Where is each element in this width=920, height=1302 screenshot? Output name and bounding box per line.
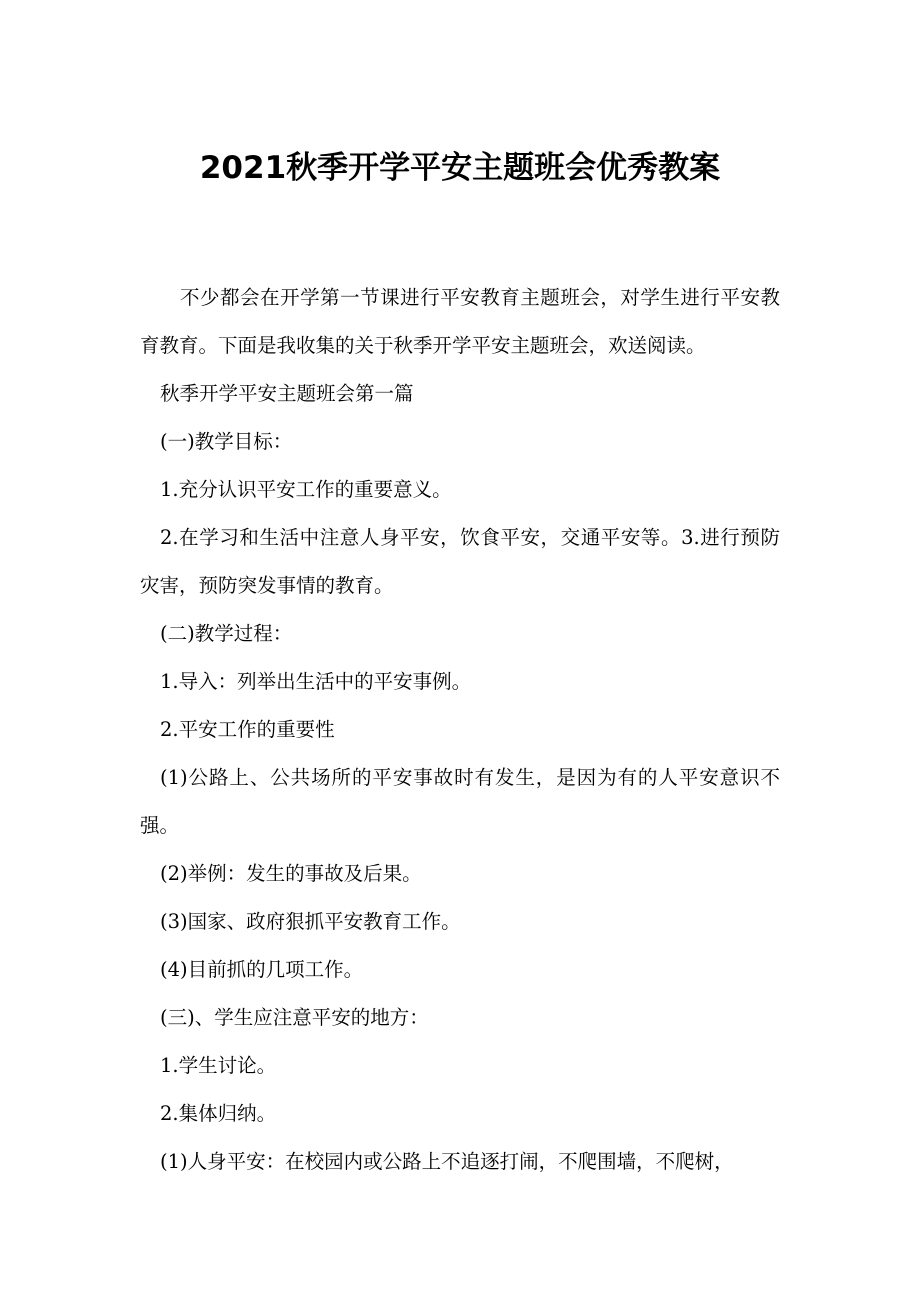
paragraph: (一)教学目标： (160, 430, 293, 453)
paragraph: 2.平安工作的重要性 (160, 718, 335, 741)
paragraph: 2.集体归纳。 (160, 1102, 277, 1125)
paragraph: 2.在学习和生活中注意人身平安，饮食平安，交通平安等。3.进行预防灾害，预防突发事情的教育。 (140, 526, 780, 597)
paragraph: (二)教学过程： (160, 622, 293, 645)
section-heading: 秋季开学平安主题班会第一篇 (160, 382, 414, 405)
intro-paragraph: 不少都会在开学第一节课进行平安教育主题班会，对学生进行平安教育教育。下面是我收集的关于秋季开学平安主题班会，欢送阅读。 (140, 286, 780, 357)
paragraph: (4)目前抓的几项工作。 (160, 958, 364, 981)
paragraph: (三)、学生应注意平安的地方： (160, 1006, 429, 1029)
paragraph: 1.学生讨论。 (160, 1054, 277, 1077)
paragraph: (1)公路上、公共场所的平安事故时有发生，是因为有的人平安意识不强。 (140, 766, 780, 837)
paragraph: (1)人身平安：在校园内或公路上不追逐打闹，不爬围墙，不爬树， (160, 1150, 734, 1173)
paragraph: (2)举例：发生的事故及后果。 (160, 862, 422, 885)
paragraph: 1.导入：列举出生活中的平安事例。 (160, 670, 472, 693)
document-body (140, 274, 780, 1186)
document-title: 2021秋季开学平安主题班会优秀教案 (199, 150, 721, 186)
paragraph: 1.充分认识平安工作的重要意义。 (160, 478, 452, 501)
paragraph: (3)国家、政府狠抓平安教育工作。 (160, 910, 461, 933)
